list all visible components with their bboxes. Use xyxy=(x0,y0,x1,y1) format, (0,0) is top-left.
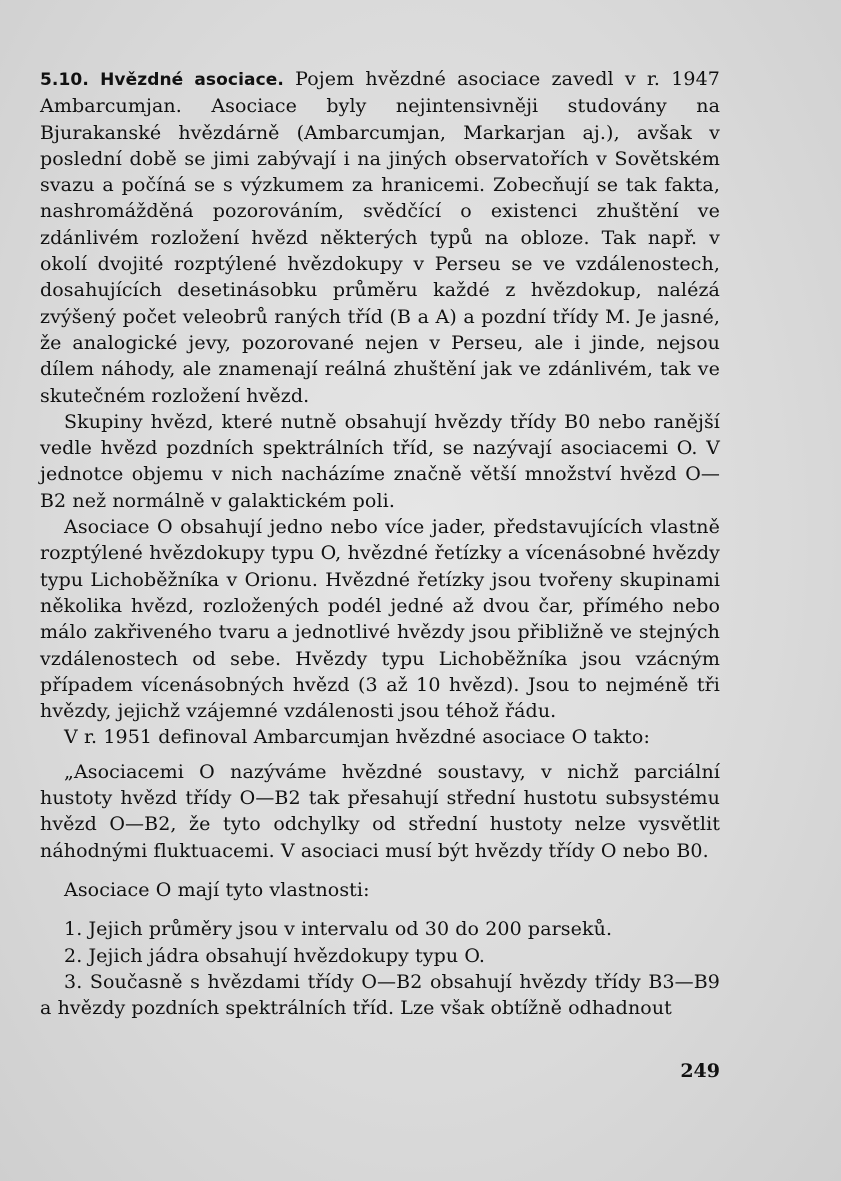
list-item: 1. Jejich průměry jsou v intervalu od 30 do 200 parseků. xyxy=(64,918,613,941)
paragraph-groups: Skupiny hvězd, které nutně obsahují hvězdy třídy B0 nebo ranější vedle hvězd pozdních spektrálních tříd, se nazývají asociacemi O. V jednotce objemu v nich nacházíme značně větší množství hvězd O—B2 než normálně v galaktickém poli. xyxy=(40,410,720,512)
paragraph-properties-intro: Asociace O mají tyto vlastnosti: xyxy=(64,878,370,901)
paragraph-definition-intro: V r. 1951 definoval Ambarcumjan hvězdné asociace O takto: xyxy=(64,726,650,749)
definition-quote: „Asociacemi O nazýváme hvězdné soustavy, v nichž parciální hustoty hvězd třídy O—B2 tak přesahují střední hustotu subsystému hvězd O—B2, že tyto odchylky od střední hustoty nelze vysvětlit náhodnými fluktuacemi. V asociaci musí být hvězdy třídy O nebo B0. xyxy=(40,760,720,862)
list-item: 2. Jejich jádra obsahují hvězdokupy typu O. xyxy=(64,944,486,967)
section-number: 5.10. xyxy=(40,70,89,90)
page-number: 249 xyxy=(680,1060,720,1082)
list-item: 3. Současně s hvězdami třídy O—B2 obsahují hvězdy třídy B3—B9 a hvězdy pozdních spektrálních tříd. Lze však obtížně odhadnout xyxy=(40,970,720,1020)
page-text xyxy=(40,66,720,1021)
paragraph-intro xyxy=(40,66,720,409)
section-title: Hvězdné asociace. xyxy=(100,70,284,90)
paragraph-cores: Asociace O obsahují jedno nebo více jader, představujících vlastně rozptýlené hvězdokupy typu O, hvězdné řetízky a vícenásobné hvězdy typu Lichoběžníka v Orionu. Hvězdné řetízky jsou tvořeny skupinami několika hvězd, rozložených podél jedné až dvou čar, přímého nebo málo zakřiveného tvaru a jednotlivé hvězdy jsou přibližně ve stejných vzdálenostech od sebe. Hvězdy typu Lichoběžníka jsou vzácným případem vícenásobných hvězd (3 až 10 hvězd). Jsou to nejméně tři hvězdy, jejichž vzájemné vzdálenosti jsou téhož řádu. xyxy=(40,516,720,723)
paragraph-intro-text: Pojem hvězdné asociace zavedl v r. 1947 Ambarcumjan. Asociace byly nejintensivněji studovány na Bjurakanské hvězdárně (Ambarcumjan, Markarjan aj.), avšak v poslední době se jimi zabývají i na jiných observatořích v Sovětském svazu a počíná se s výzkumem za hranicemi. Zobecňují se tak fakta, nashromážděná pozorováním, svědčící o existenci zhuštění ve zdánlivém rozložení hvězd některých typů na obloze. Tak např. v okolí dvojité rozptýlené hvězdokupy v Perseu se ve vzdálenostech, dosahujících desetinásobku průměru každé z hvězdokup, nalézá zvýšený počet veleobrů raných tříd (B a A) a pozdní třídy M. Je jasné, že analogické jevy, pozorované nejen v Perseu, ale i jinde, nejsou dílem náhody, ale znamenají reálná zhuštění jak ve zdánlivém, tak ve skutečném rozložení hvězd. xyxy=(40,68,720,407)
